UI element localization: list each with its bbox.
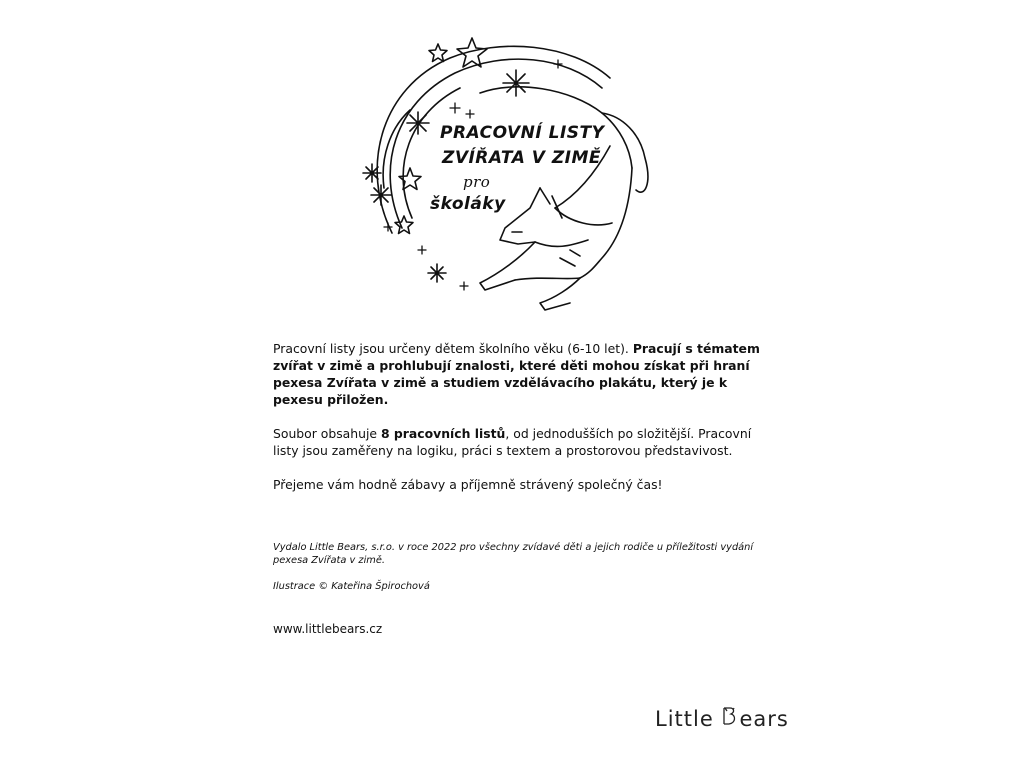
brand-text-left: Little (655, 707, 722, 731)
cover-title-line3: pro (463, 173, 491, 191)
cover-title-line4: školáky (430, 194, 506, 214)
bear-letter-b-icon (721, 706, 739, 726)
brand-text-right: ears (739, 707, 789, 731)
contents-text-end: , od jednodušších po složitější. Pracovní listy jsou zaměřeny na logiku, práci s textem a prostorovou představivost. (273, 426, 752, 458)
contents-paragraph (273, 425, 763, 459)
intro-emphasis: Pracují s tématem zvířat v zimě a prohlubují znalosti, které děti mohou získat při hraní pexesa Zvířata v zimě a studiem vzdělávacího plakátu, který je k pexesu přiložen. (273, 341, 760, 407)
illustration-credit: Ilustrace © Kateřina Špirochová (273, 581, 430, 592)
imprint (273, 541, 773, 606)
intro-paragraph (273, 340, 763, 408)
cover-title-line1: PRACOVNÍ LISTY (440, 123, 605, 143)
snowflake-icon (363, 70, 529, 282)
intro-text: Pracovní listy jsou určeny dětem školního věku (6-10 let). (273, 341, 633, 356)
wish-paragraph: Přejeme vám hodně zábavy a příjemně strávený společný čas! (273, 477, 663, 492)
cover-illustration (340, 18, 670, 323)
fox-illustration (340, 18, 670, 323)
website-link[interactable]: www.littlebears.cz (273, 622, 383, 636)
cover-title-line2: ZVÍŘATA V ZIMĚ (442, 148, 602, 168)
brand-logo (655, 706, 789, 731)
contents-emphasis: 8 pracovních listů (380, 426, 506, 441)
contents-text-start: Soubor obsahuje (273, 426, 381, 441)
body-text (273, 340, 763, 510)
publisher-note: Vydalo Little Bears, s.r.o. v roce 2022 pro všechny zvídavé děti a jejich rodiče u příležitosti vydání pexesa Zvířata v zimě. (273, 542, 754, 566)
